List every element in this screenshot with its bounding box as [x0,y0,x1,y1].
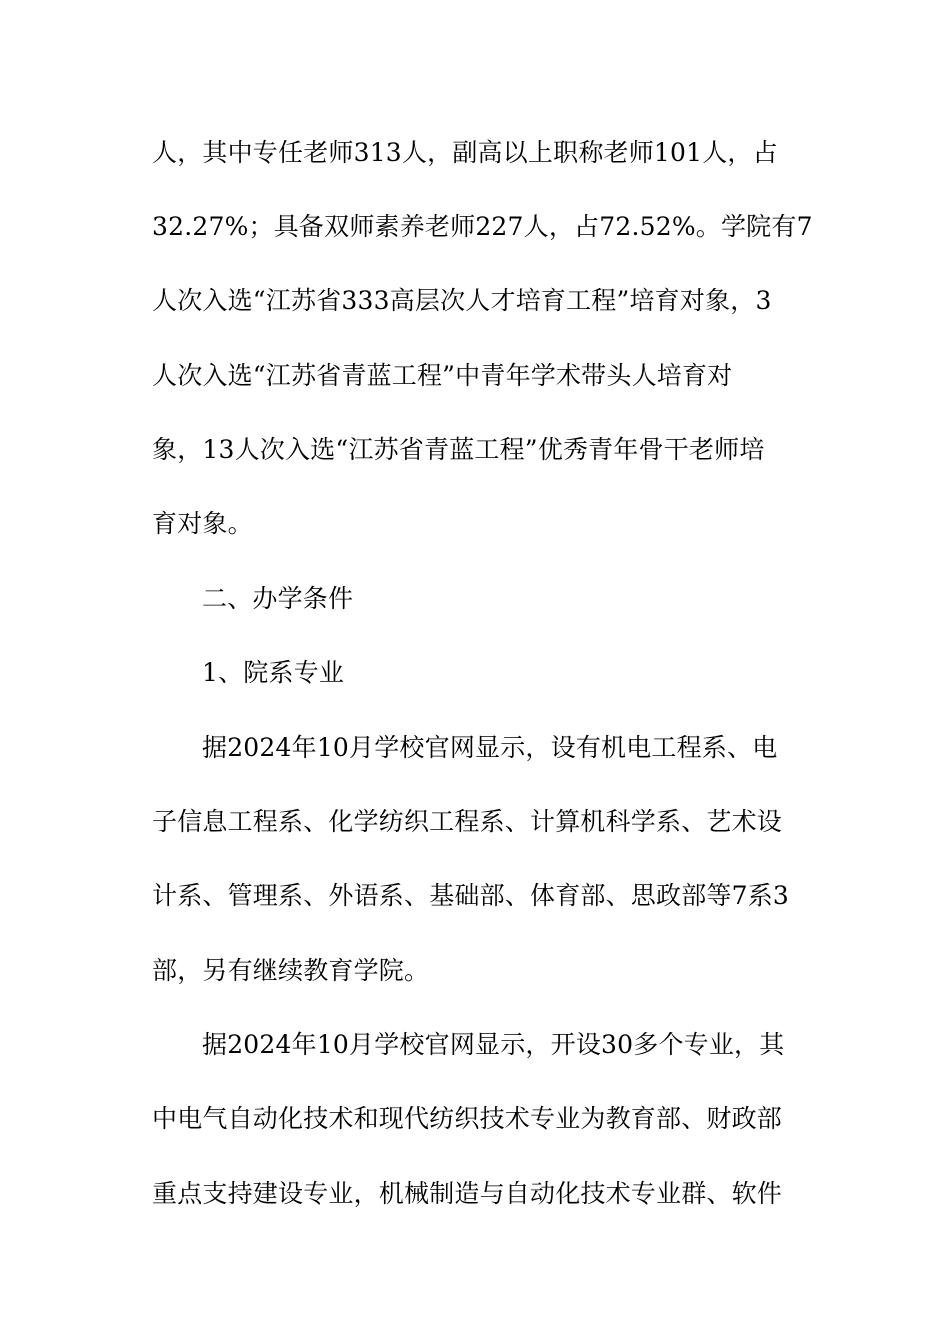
paragraph-line: 部，另有继续教育学院。 [152,956,430,985]
paragraph-line: 人，其中专任老师313人，副高以上职称老师101人，占 [152,138,778,167]
paragraph-line: 据2024年10月学校官网显示，开设30多个专业，其 [202,1030,785,1059]
paragraph-line: 子信息工程系、化学纺织工程系、计算机科学系、艺术设 [152,807,783,836]
paragraph-line: 象，13人次入选“江苏省青蓝工程”优秀青年骨干老师培 [152,435,765,464]
paragraph-line: 人次入选“江苏省青蓝工程”中青年学术带头人培育对 [152,361,733,390]
subsection-heading: 1、院系专业 [202,658,345,687]
paragraph-line: 重点支持建设专业，机械制造与自动化技术专业群、软件 [152,1179,783,1208]
paragraph-line: 育对象。 [152,509,253,538]
paragraph-line: 人次入选“江苏省333高层次人才培育工程”培育对象，3 [152,286,772,315]
paragraph-line: 中电气自动化技术和现代纺织技术专业为教育部、财政部 [152,1104,783,1133]
paragraph-line: 计系、管理系、外语系、基础部、体育部、思政部等7系3 [152,881,790,910]
section-heading: 二、办学条件 [202,584,354,613]
paragraph-line: 据2024年10月学校官网显示，设有机电工程系、电 [202,733,778,762]
paragraph-line: 32.27%；具备双师素养老师227人，占72.52%。学院有7 [152,212,813,241]
